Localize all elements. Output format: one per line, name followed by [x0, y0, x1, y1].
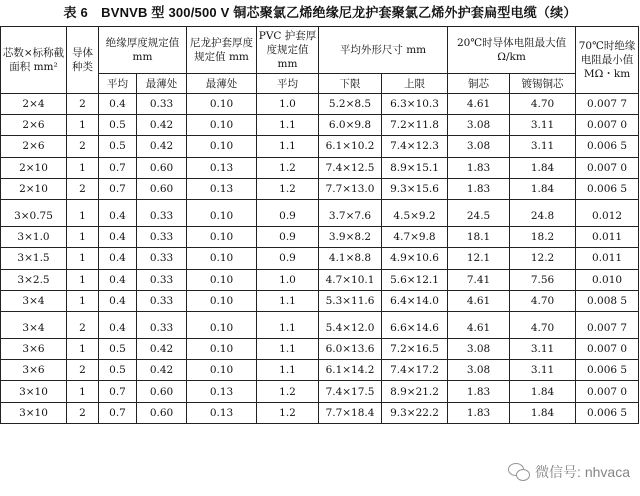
cell-ins-min: 0.33: [137, 311, 187, 338]
cell-conductor-type: 1: [67, 157, 99, 178]
cell-insulation-resistance: 0.007 0: [576, 157, 639, 178]
cell-lower: 5.2×8.5: [319, 94, 382, 115]
table-row: [1, 269, 639, 290]
cell-ins-avg: 0.4: [99, 199, 137, 226]
cell-insulation-resistance: 0.010: [576, 269, 639, 290]
cell-ins-avg: 0.4: [99, 290, 137, 311]
cell-tinned-copper: 3.11: [510, 339, 576, 360]
cell-ins-avg: 0.5: [99, 136, 137, 157]
cell-spec: 3×2.5: [1, 269, 67, 290]
cell-nylon: 0.10: [187, 199, 257, 226]
cell-insulation-resistance: 0.011: [576, 227, 639, 248]
header-insulation-resistance: 70℃时绝缘电阻最小值 MΩ・km: [576, 27, 639, 94]
cell-tinned-copper: 24.8: [510, 199, 576, 226]
cell-ins-avg: 0.5: [99, 339, 137, 360]
cell-nylon: 0.10: [187, 115, 257, 136]
cell-lower: 6.1×10.2: [319, 136, 382, 157]
cell-upper: 9.3×22.2: [382, 402, 448, 423]
cell-tinned-copper: 3.11: [510, 360, 576, 381]
cell-copper: 1.83: [448, 178, 510, 199]
cell-pvc: 1.1: [257, 311, 319, 338]
cell-copper: 1.83: [448, 381, 510, 402]
cell-nylon: 0.10: [187, 248, 257, 269]
cell-conductor-type: 1: [67, 381, 99, 402]
cell-lower: 7.7×18.4: [319, 402, 382, 423]
cell-conductor-type: 2: [67, 94, 99, 115]
cell-pvc: 1.0: [257, 269, 319, 290]
cell-ins-avg: 0.4: [99, 248, 137, 269]
cell-insulation-resistance: 0.007 0: [576, 339, 639, 360]
cell-insulation-resistance: 0.006 5: [576, 178, 639, 199]
cell-ins-avg: 0.5: [99, 360, 137, 381]
cell-upper: 7.4×17.2: [382, 360, 448, 381]
cell-ins-min: 0.42: [137, 115, 187, 136]
cell-lower: 7.4×17.5: [319, 381, 382, 402]
cell-pvc: 1.0: [257, 94, 319, 115]
cable-spec-table: [0, 26, 639, 424]
cell-lower: 5.4×12.0: [319, 311, 382, 338]
cell-conductor-type: 1: [67, 339, 99, 360]
cell-lower: 6.1×14.2: [319, 360, 382, 381]
cell-tinned-copper: 12.2: [510, 248, 576, 269]
table-row: [1, 227, 639, 248]
cell-spec: 2×10: [1, 157, 67, 178]
cell-ins-avg: 0.7: [99, 381, 137, 402]
cell-upper: 8.9×21.2: [382, 381, 448, 402]
cell-ins-min: 0.60: [137, 381, 187, 402]
table-row: [1, 339, 639, 360]
cell-ins-avg: 0.7: [99, 178, 137, 199]
table-row: [1, 199, 639, 226]
cell-pvc: 0.9: [257, 227, 319, 248]
cell-pvc: 1.1: [257, 115, 319, 136]
cell-tinned-copper: 7.56: [510, 269, 576, 290]
cell-lower: 3.7×7.6: [319, 199, 382, 226]
cell-copper: 3.08: [448, 115, 510, 136]
cell-ins-min: 0.33: [137, 199, 187, 226]
header-lower: 下限: [319, 74, 382, 94]
table-title: 表 6 BVNVB 型 300/500 V 铜芯聚氯乙烯绝缘尼龙护套聚氯乙烯外护套扁型电缆（续）: [63, 5, 577, 20]
table-row: [1, 402, 639, 423]
cell-insulation-resistance: 0.007 0: [576, 115, 639, 136]
cell-spec: 3×1.5: [1, 248, 67, 269]
table-row: [1, 290, 639, 311]
cell-spec: 3×4: [1, 290, 67, 311]
cell-copper: 4.61: [448, 290, 510, 311]
table-row: [1, 381, 639, 402]
cell-nylon: 0.10: [187, 360, 257, 381]
header-cores-section: 芯数×标称截面积 mm²: [1, 27, 67, 94]
header-ins-min: 最薄处: [137, 74, 187, 94]
cell-pvc: 1.1: [257, 136, 319, 157]
cell-ins-avg: 0.5: [99, 115, 137, 136]
cell-ins-min: 0.33: [137, 269, 187, 290]
cell-lower: 6.0×13.6: [319, 339, 382, 360]
cell-conductor-type: 2: [67, 360, 99, 381]
cell-tinned-copper: 1.84: [510, 178, 576, 199]
cell-upper: 4.9×10.6: [382, 248, 448, 269]
header-nylon: 尼龙护套厚度规定值 mm: [187, 27, 257, 74]
cell-copper: 3.08: [448, 136, 510, 157]
cell-insulation-resistance: 0.012: [576, 199, 639, 226]
cell-nylon: 0.13: [187, 157, 257, 178]
cell-conductor-type: 2: [67, 311, 99, 338]
cell-upper: 6.3×10.3: [382, 94, 448, 115]
cell-tinned-copper: 4.70: [510, 94, 576, 115]
cell-nylon: 0.10: [187, 227, 257, 248]
cell-ins-min: 0.33: [137, 248, 187, 269]
cell-spec: 3×4: [1, 311, 67, 338]
table-row: [1, 248, 639, 269]
cell-lower: 4.1×8.8: [319, 248, 382, 269]
header-copper: 铜芯: [448, 74, 510, 94]
cell-upper: 7.2×16.5: [382, 339, 448, 360]
cell-copper: 3.08: [448, 360, 510, 381]
cell-insulation-resistance: 0.006 5: [576, 360, 639, 381]
table-row: [1, 311, 639, 338]
cell-upper: 4.7×9.8: [382, 227, 448, 248]
cell-ins-min: 0.42: [137, 339, 187, 360]
cell-spec: 2×10: [1, 178, 67, 199]
table-body: [1, 94, 639, 424]
cell-nylon: 0.10: [187, 94, 257, 115]
cell-conductor-type: 1: [67, 199, 99, 226]
cell-nylon: 0.13: [187, 402, 257, 423]
cell-pvc: 1.2: [257, 178, 319, 199]
cell-spec: 3×0.75: [1, 199, 67, 226]
cell-upper: 7.2×11.8: [382, 115, 448, 136]
cell-lower: 7.4×12.5: [319, 157, 382, 178]
cell-lower: 7.7×13.0: [319, 178, 382, 199]
cell-conductor-type: 1: [67, 227, 99, 248]
cell-copper: 7.41: [448, 269, 510, 290]
cell-nylon: 0.13: [187, 178, 257, 199]
cell-nylon: 0.10: [187, 311, 257, 338]
cell-conductor-type: 2: [67, 178, 99, 199]
cell-upper: 6.6×14.6: [382, 311, 448, 338]
cell-ins-avg: 0.7: [99, 157, 137, 178]
table-row: [1, 360, 639, 381]
cell-nylon: 0.13: [187, 381, 257, 402]
header-outer-dimension: 平均外形尺寸 mm: [319, 27, 448, 74]
cell-spec: 3×10: [1, 381, 67, 402]
cell-lower: 5.3×11.6: [319, 290, 382, 311]
cell-insulation-resistance: 0.008 5: [576, 290, 639, 311]
cell-conductor-type: 1: [67, 115, 99, 136]
cell-tinned-copper: 18.2: [510, 227, 576, 248]
cell-pvc: 1.1: [257, 290, 319, 311]
cell-ins-min: 0.60: [137, 402, 187, 423]
cell-pvc: 1.2: [257, 402, 319, 423]
table-row: [1, 115, 639, 136]
cell-upper: 9.3×15.6: [382, 178, 448, 199]
cell-nylon: 0.10: [187, 339, 257, 360]
cell-insulation-resistance: 0.007 7: [576, 94, 639, 115]
cell-upper: 7.4×12.3: [382, 136, 448, 157]
table-row: [1, 178, 639, 199]
cell-pvc: 1.2: [257, 381, 319, 402]
cell-ins-min: 0.33: [137, 227, 187, 248]
header-ins-avg: 平均: [99, 74, 137, 94]
cell-spec: 3×10: [1, 402, 67, 423]
cell-insulation-resistance: 0.006 5: [576, 136, 639, 157]
cell-tinned-copper: 1.84: [510, 157, 576, 178]
header-insulation: 绝缘厚度规定值 mm: [99, 27, 187, 74]
cell-conductor-type: 1: [67, 269, 99, 290]
cell-spec: 3×6: [1, 360, 67, 381]
cell-tinned-copper: 4.70: [510, 290, 576, 311]
cell-lower: 6.0×9.8: [319, 115, 382, 136]
cell-lower: 4.7×10.1: [319, 269, 382, 290]
cell-conductor-type: 2: [67, 402, 99, 423]
cell-upper: 6.4×14.0: [382, 290, 448, 311]
cell-pvc: 0.9: [257, 199, 319, 226]
cell-ins-min: 0.33: [137, 290, 187, 311]
cell-ins-avg: 0.7: [99, 402, 137, 423]
cell-ins-min: 0.42: [137, 360, 187, 381]
header-tinned-copper: 镀锡铜芯: [510, 74, 576, 94]
cell-upper: 8.9×15.1: [382, 157, 448, 178]
cell-ins-avg: 0.4: [99, 227, 137, 248]
cell-nylon: 0.10: [187, 290, 257, 311]
table-row: [1, 157, 639, 178]
cell-tinned-copper: 1.84: [510, 381, 576, 402]
cell-upper: 5.6×12.1: [382, 269, 448, 290]
cell-pvc: 1.1: [257, 339, 319, 360]
cell-ins-avg: 0.4: [99, 269, 137, 290]
cell-ins-min: 0.60: [137, 157, 187, 178]
cell-conductor-type: 1: [67, 290, 99, 311]
cell-conductor-type: 2: [67, 136, 99, 157]
cell-insulation-resistance: 0.011: [576, 248, 639, 269]
header-upper: 上限: [382, 74, 448, 94]
cell-copper: 4.61: [448, 311, 510, 338]
cell-spec: 3×1.0: [1, 227, 67, 248]
cell-pvc: 0.9: [257, 248, 319, 269]
cell-copper: 24.5: [448, 199, 510, 226]
cell-copper: 4.61: [448, 94, 510, 115]
cell-copper: 12.1: [448, 248, 510, 269]
cell-ins-avg: 0.4: [99, 311, 137, 338]
cell-spec: 3×6: [1, 339, 67, 360]
header-pvc: PVC 护套厚度规定值 mm: [257, 27, 319, 74]
cell-ins-min: 0.33: [137, 94, 187, 115]
cell-copper: 18.1: [448, 227, 510, 248]
cell-ins-min: 0.42: [137, 136, 187, 157]
cell-spec: 2×6: [1, 115, 67, 136]
cell-conductor-type: 1: [67, 248, 99, 269]
cell-lower: 3.9×8.2: [319, 227, 382, 248]
cell-copper: 1.83: [448, 402, 510, 423]
cell-copper: 1.83: [448, 157, 510, 178]
cell-tinned-copper: 1.84: [510, 402, 576, 423]
cell-tinned-copper: 3.11: [510, 136, 576, 157]
cell-copper: 3.08: [448, 339, 510, 360]
header-conductor-type: 导体种类: [67, 27, 99, 94]
table-row: [1, 94, 639, 115]
cell-ins-avg: 0.4: [99, 94, 137, 115]
cell-nylon: 0.10: [187, 136, 257, 157]
header-nylon-min: 最薄处: [187, 74, 257, 94]
header-resistance: 20℃时导体电阻最大值 Ω/km: [448, 27, 576, 74]
watermark-text: 微信号: nhvaca: [535, 464, 630, 480]
cell-tinned-copper: 4.70: [510, 311, 576, 338]
cell-tinned-copper: 3.11: [510, 115, 576, 136]
header-pvc-avg: 平均: [257, 74, 319, 94]
cell-pvc: 1.1: [257, 360, 319, 381]
table-row: [1, 136, 639, 157]
cell-spec: 2×6: [1, 136, 67, 157]
cell-nylon: 0.10: [187, 269, 257, 290]
wechat-watermark: [508, 462, 630, 482]
cell-insulation-resistance: 0.007 0: [576, 381, 639, 402]
cell-pvc: 1.2: [257, 157, 319, 178]
cell-ins-min: 0.60: [137, 178, 187, 199]
wechat-icon: [508, 463, 530, 481]
cell-insulation-resistance: 0.007 7: [576, 311, 639, 338]
cell-spec: 2×4: [1, 94, 67, 115]
cell-upper: 4.5×9.2: [382, 199, 448, 226]
cell-insulation-resistance: 0.006 5: [576, 402, 639, 423]
